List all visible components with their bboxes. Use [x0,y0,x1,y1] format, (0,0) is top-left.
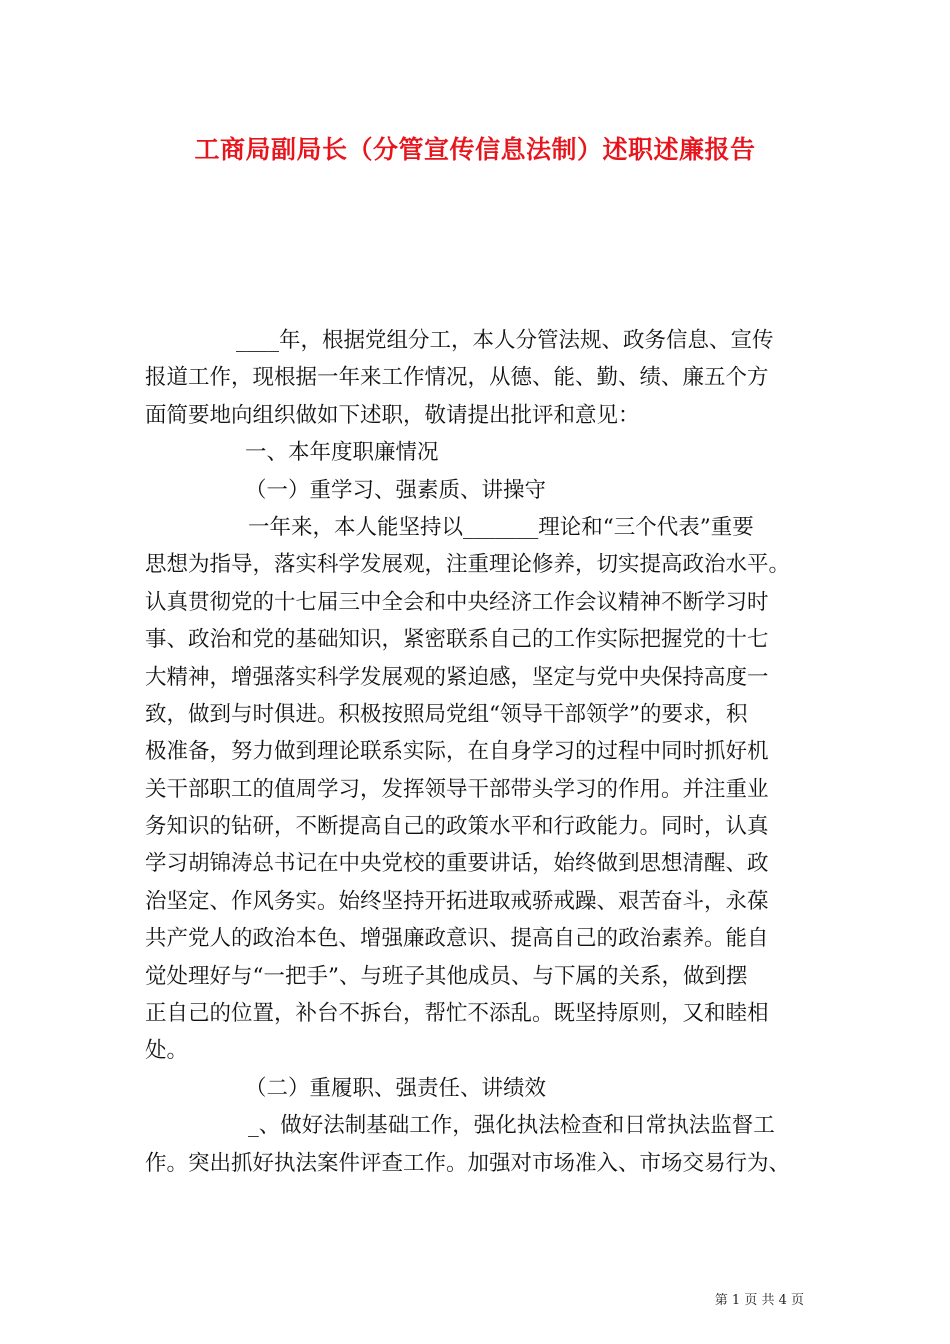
paragraph-line: 作。突出抓好执法案件评查工作。加强对市场准入、市场交易行为、 [145,1150,791,1176]
paragraph-line: 一年来，本人能坚持以_______理论和“三个代表”重要 [248,514,754,540]
document-body [145,322,835,1182]
paragraph-line: 正自己的位置，补台不拆台，帮忙不添乱。既坚持原则，又和睦相 [145,1001,769,1027]
subsection-heading: （二）重履职、强责任、讲绩效 [245,1075,547,1101]
paragraph-line: 大精神，增强落实科学发展观的紧迫感，坚定与党中央保持高度一 [145,664,769,690]
paragraph-line: 致，做到与时俱进。积极按照局党组“领导干部领学”的要求，积 [145,701,748,727]
paragraph-line: _、做好法制基础工作，强化执法检查和日常执法监督工 [248,1113,775,1139]
subsection-heading: （一）重学习、强素质、讲操守 [245,477,547,503]
paragraph-line: 认真贯彻党的十七届三中全会和中央经济工作会议精神不断学习时 [145,589,769,615]
paragraph-line: 思想为指导，落实科学发展观，注重理论修养，切实提高政治水平。 [145,552,791,578]
paragraph-line: 事、政治和党的基础知识，紧密联系自己的工作实际把握党的十七 [145,627,769,653]
paragraph-line: 治坚定、作风务实。始终坚持开拓进取戒骄戒躁、艰苦奋斗，永葆 [145,888,769,914]
paragraph-line: 处。 [145,1038,189,1064]
paragraph-line: 学习胡锦涛总书记在中央党校的重要讲话，始终做到思想清醒、政 [145,851,769,877]
paragraph-line: ____年，根据党组分工，本人分管法规、政务信息、宣传 [236,328,774,353]
section-heading: 一、本年度职廉情况 [245,440,439,466]
paragraph-line: 共产党人的政治本色、增强廉政意识、提高自己的政治素养。能自 [145,926,769,952]
page-number: 第 1 页 共 4 页 [714,1293,804,1308]
paragraph-line: 报道工作，现根据一年来工作情况，从德、能、勤、绩、廉五个方 [145,365,769,391]
paragraph-line: 务知识的钻研，不断提高自己的政策水平和行政能力。同时，认真 [145,814,769,840]
paragraph-line: 极准备，努力做到理论联系实际，在自身学习的过程中同时抓好机 [145,739,769,765]
paragraph-line: 觉处理好与“一把手”、与班子其他成员、与下属的关系，做到摆 [145,963,748,989]
paragraph-line: 关干部职工的值周学习，发挥领导干部带头学习的作用。并注重业 [145,776,769,802]
page-title: 工商局副局长（分管宣传信息法制）述职述廉报告 [194,135,756,164]
paragraph-line: 面简要地向组织做如下述职，敬请提出批评和意见： [145,402,640,428]
